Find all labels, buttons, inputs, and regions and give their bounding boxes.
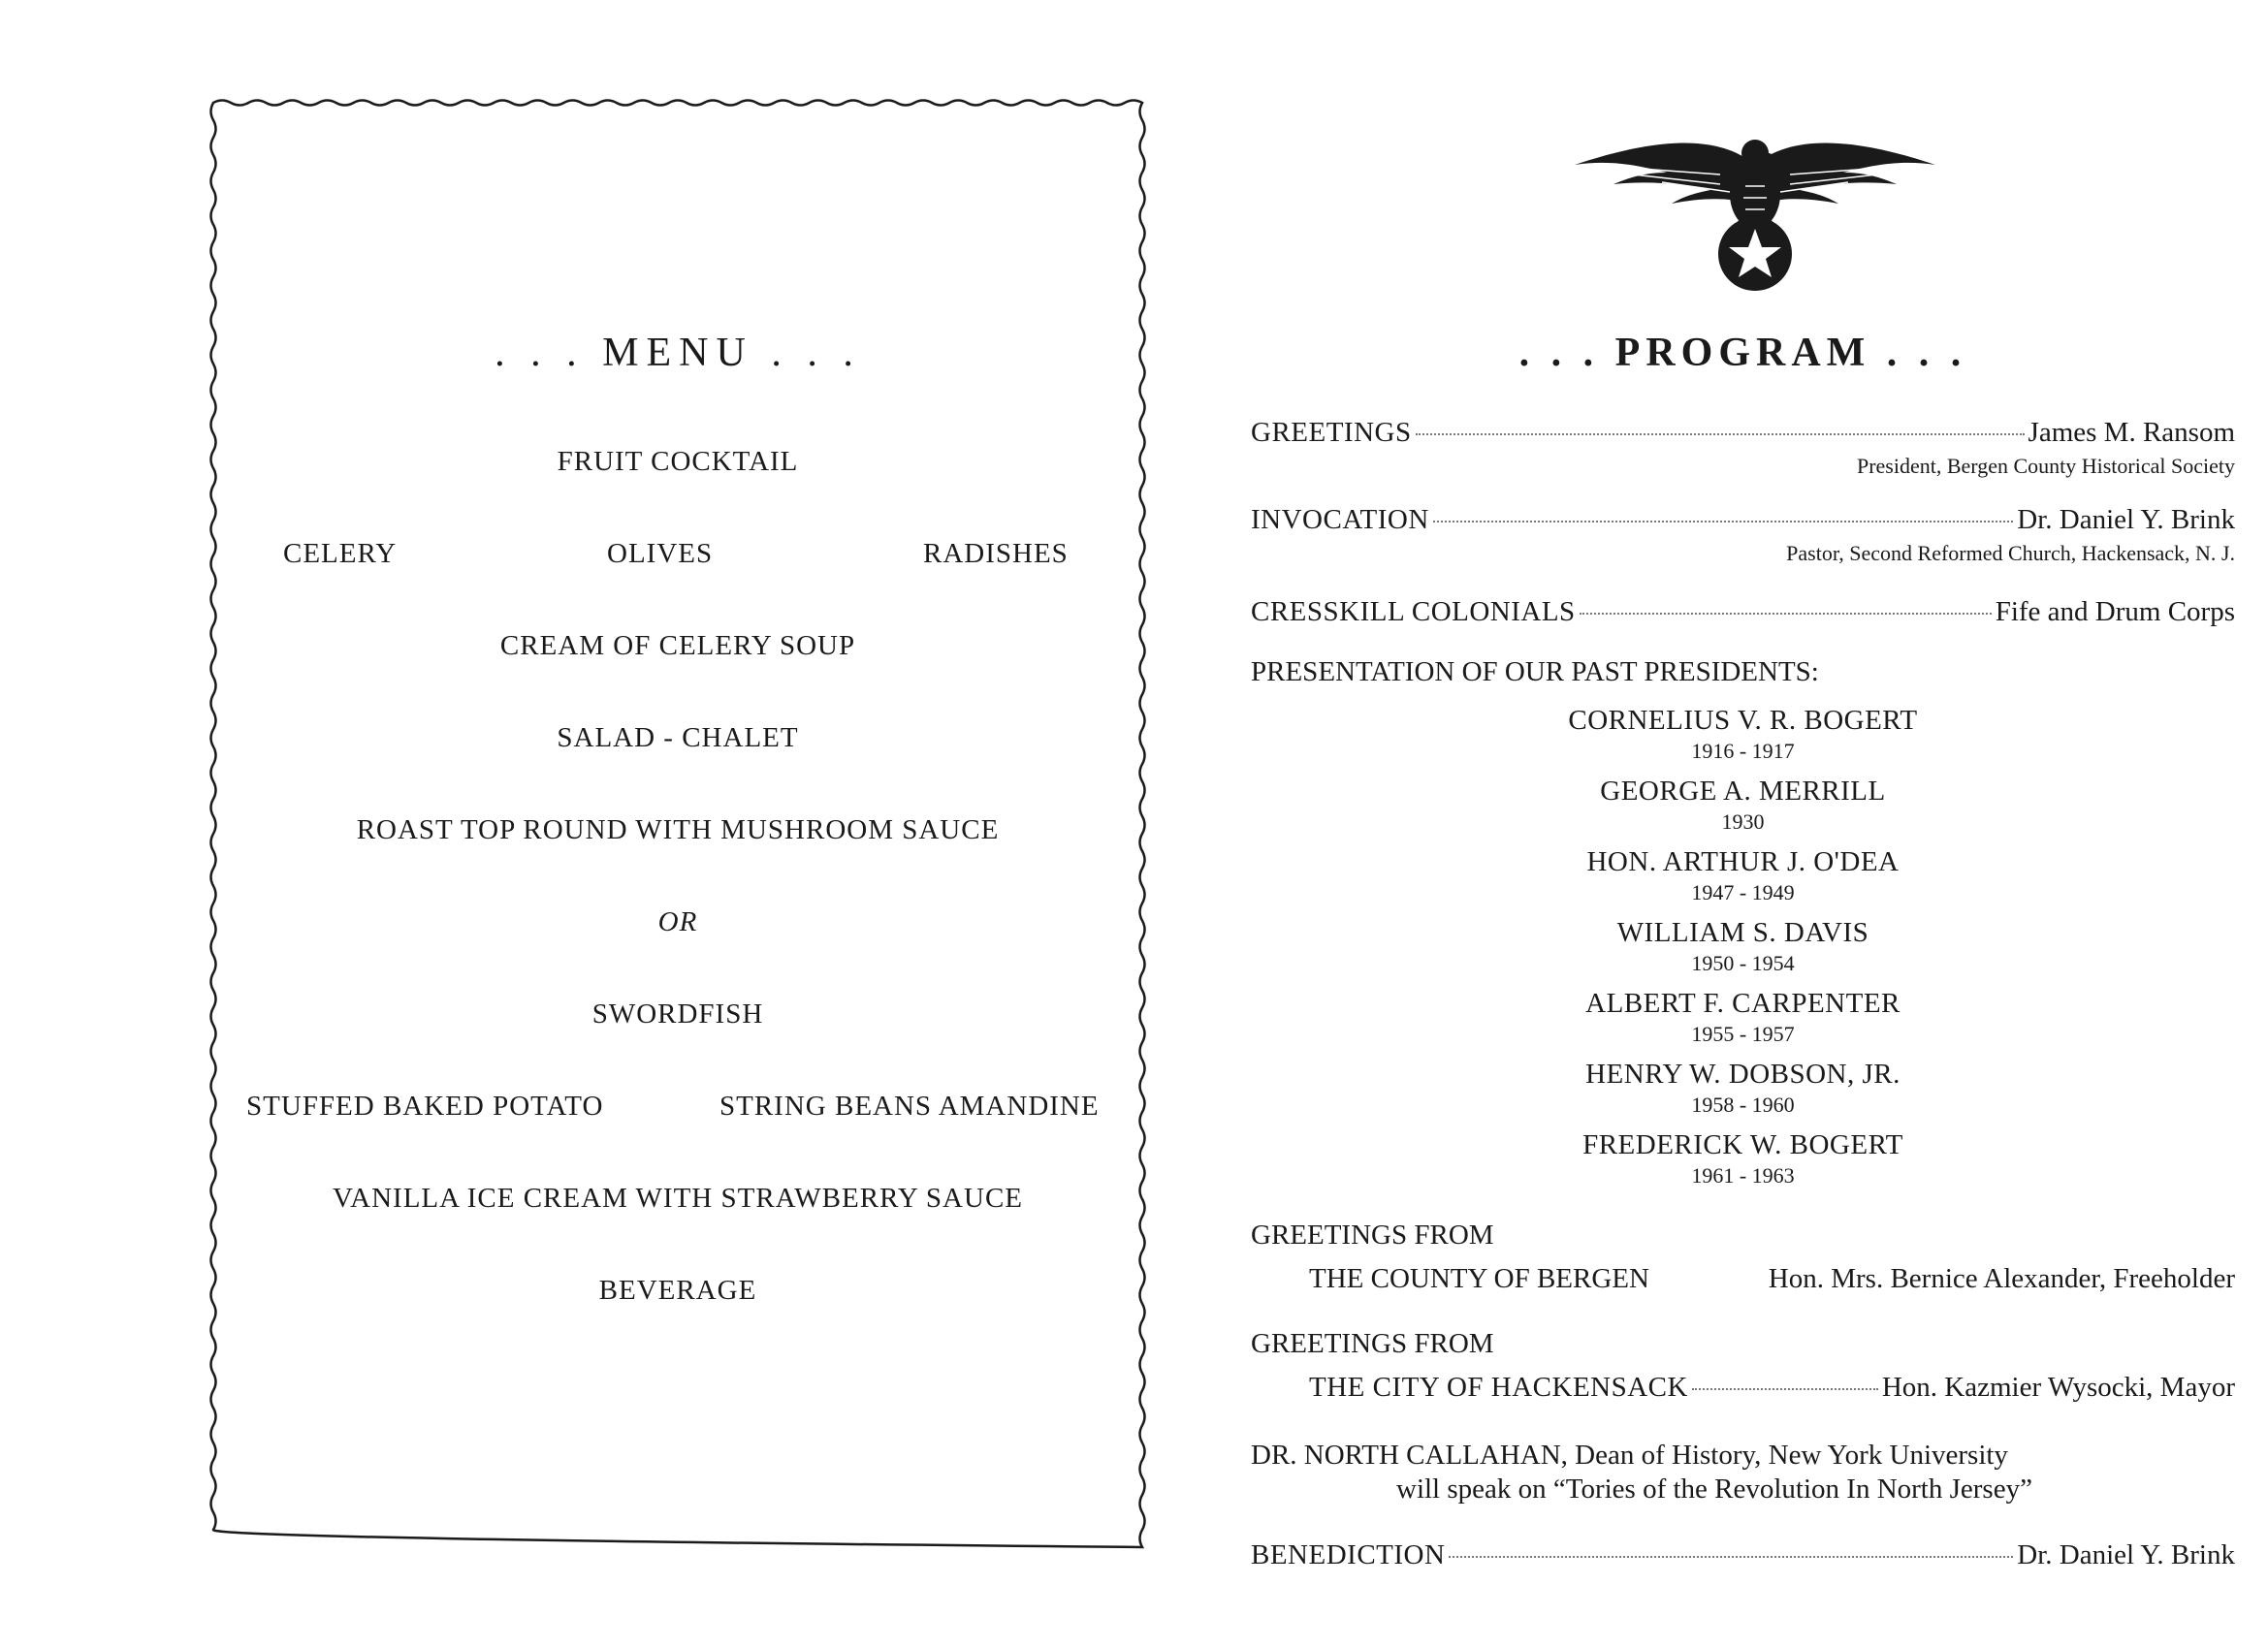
leader-dots [1692, 1388, 1878, 1390]
menu-item-olives: OLIVES [607, 538, 714, 569]
program-city-row [1309, 1372, 2235, 1404]
speaker-line: DR. NORTH CALLAHAN, Dean of History, New York University [1251, 1440, 2008, 1471]
menu-item-entree-swordfish: SWORDFISH [591, 998, 764, 1030]
past-president-name: CORNELIUS V. R. BOGERT [1568, 705, 1918, 736]
past-president-years: 1930 [1721, 809, 1765, 834]
menu-item-or: OR [657, 906, 698, 937]
menu-item-soup: CREAM OF CELERY SOUP [499, 630, 856, 661]
past-president-entry [1251, 988, 2235, 1047]
menu-item-appetizer: FRUIT COCKTAIL [557, 446, 799, 477]
invocation-label: INVOCATION [1251, 504, 1429, 535]
menu-item-dessert: VANILLA ICE CREAM WITH STRAWBERRY SAUCE [332, 1183, 1024, 1214]
past-president-years: 1950 - 1954 [1691, 951, 1795, 975]
leader-dots [1433, 521, 2013, 523]
past-president-name: WILLIAM S. DAVIS [1616, 917, 1869, 948]
past-president-name: HON. ARTHUR J. O'DEA [1586, 846, 1900, 877]
greetings-speaker: James M. Ransom [2028, 417, 2235, 448]
program-panel [1251, 87, 2235, 1600]
past-president-name: GEORGE A. MERRILL [1600, 776, 1886, 807]
presentation-label: PRESENTATION OF OUR PAST PRESIDENTS: [1251, 656, 1819, 687]
benediction-label: BENEDICTION [1251, 1539, 1446, 1570]
city-representative: Hon. Kazmier Wysocki, Mayor [1881, 1372, 2235, 1403]
county-representative: Hon. Mrs. Bernice Alexander, Freeholder [1768, 1263, 2235, 1294]
county-name: THE COUNTY OF BERGEN [1309, 1263, 1649, 1294]
leader-dots [1416, 433, 2025, 435]
cresskill-label: CRESSKILL COLONIALS [1251, 596, 1576, 627]
cresskill-value: Fife and Drum Corps [1995, 596, 2235, 627]
city-greetings-label: GREETINGS FROM [1251, 1328, 1494, 1359]
past-president-name: FREDERICK W. BOGERT [1582, 1129, 1903, 1160]
program-greetings-row [1251, 417, 2235, 449]
past-president-entry [1251, 1129, 2235, 1188]
invocation-speaker-title: Pastor, Second Reformed Church, Hackensack, N. J. [1786, 541, 2235, 565]
menu-item-potato: STUFFED BAKED POTATO [246, 1091, 604, 1122]
past-president-years: 1947 - 1949 [1691, 880, 1795, 904]
menu-item-radishes: RADISHES [923, 538, 1069, 569]
menu-item-beans: STRING BEANS AMANDINE [719, 1091, 1100, 1122]
eagle-emblem-icon [1575, 97, 1935, 291]
past-president-years: 1916 - 1917 [1691, 739, 1795, 763]
menu-panel [208, 97, 1148, 1553]
leader-dots [1580, 613, 1992, 615]
invocation-speaker: Dr. Daniel Y. Brink [2017, 504, 2235, 535]
city-name: THE CITY OF HACKENSACK [1309, 1372, 1688, 1403]
menu-title: . . . MENU . . . [495, 331, 861, 375]
speaker-topic: will speak on “Tories of the Revolution In North Jersey” [1396, 1474, 2032, 1505]
program-benediction-row [1251, 1539, 2235, 1571]
program-invocation-row [1251, 504, 2235, 536]
past-president-name: HENRY W. DOBSON, JR. [1585, 1059, 1901, 1090]
past-president-years: 1958 - 1960 [1691, 1093, 1795, 1117]
past-president-entry [1251, 1059, 2235, 1118]
past-president-entry [1251, 705, 2235, 764]
leader-dots [1449, 1556, 2013, 1558]
past-president-entry [1251, 776, 2235, 835]
greetings-speaker-title: President, Bergen County Historical Society [1856, 454, 2235, 478]
program-cresskill-row [1251, 596, 2235, 628]
program-title: . . . PROGRAM . . . [1518, 331, 1967, 375]
menu-item-entree-roast: ROAST TOP ROUND WITH MUSHROOM SAUCE [356, 814, 1000, 845]
menu-item-celery: CELERY [283, 538, 398, 569]
menu-item-salad: SALAD - CHALET [557, 722, 799, 753]
past-president-years: 1961 - 1963 [1691, 1163, 1795, 1188]
greetings-label: GREETINGS [1251, 417, 1412, 448]
past-president-entry [1251, 917, 2235, 976]
benediction-speaker: Dr. Daniel Y. Brink [2017, 1539, 2235, 1570]
past-president-years: 1955 - 1957 [1691, 1022, 1795, 1046]
county-greetings-label: GREETINGS FROM [1251, 1220, 1494, 1251]
menu-item-beverage: BEVERAGE [598, 1275, 757, 1306]
past-president-entry [1251, 846, 2235, 905]
past-president-name: ALBERT F. CARPENTER [1585, 988, 1901, 1019]
